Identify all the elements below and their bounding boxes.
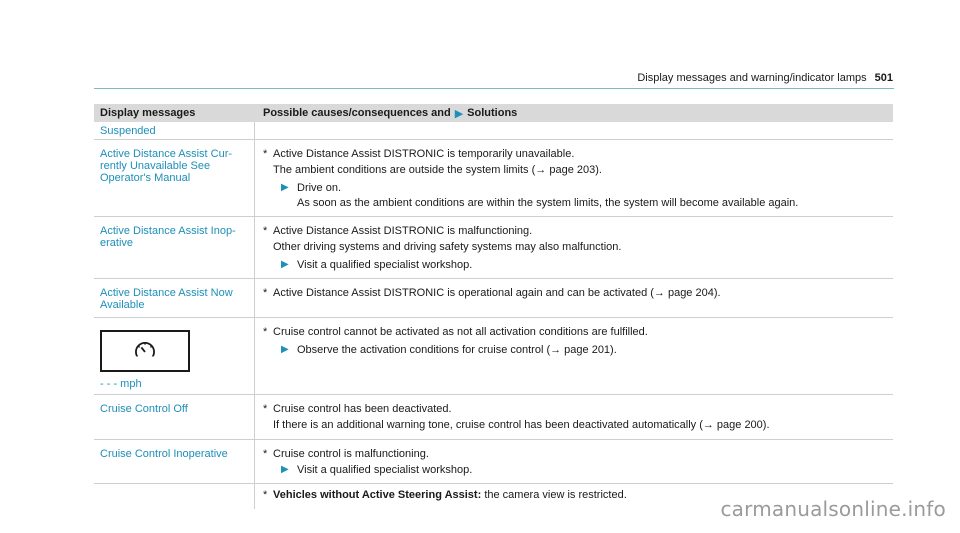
step-text: Drive on. (297, 182, 342, 194)
message-cell: Active Distance Assist Inop- erative (94, 217, 255, 278)
asterisk-icon: * (263, 326, 268, 338)
table-row (94, 122, 893, 140)
bullet-item (263, 287, 885, 299)
bullet-text: Active Distance Assist DISTRONIC is malfunctioning. (273, 225, 533, 237)
message-cell (94, 318, 255, 394)
play-arrow-icon: ▶ (281, 259, 289, 270)
sub-text: The ambient conditions are outside the system limits (→ page 203). (273, 164, 602, 176)
details-cell (255, 318, 893, 394)
message-cell: Cruise Control Inoperative (94, 440, 255, 483)
details-cell (255, 395, 893, 439)
bullet-text: Active Distance Assist DISTRONIC is operational again and can be activated (→ page 204). (273, 287, 721, 299)
table-row (94, 440, 893, 484)
speed-readout: - - - mph (100, 378, 142, 390)
play-arrow-icon: ▶ (281, 182, 289, 193)
col-header-display-messages: Display messages (100, 107, 196, 119)
col-header-solutions-text: Solutions (467, 107, 518, 119)
bullet-bold-text: Vehicles without Active Steering Assist: (273, 489, 482, 501)
message-cell: Active Distance Assist Cur- rently Unavailable See Operator's Manual (94, 140, 255, 216)
col-header-causes (255, 107, 893, 120)
bullet-item (263, 326, 885, 338)
table-header (94, 104, 893, 122)
watermark: carmanualsonline.info (720, 497, 946, 521)
asterisk-icon: * (263, 403, 268, 415)
action-step (263, 344, 885, 356)
page-header (637, 72, 893, 84)
messages-table (94, 104, 893, 509)
step-text: Visit a qualified specialist workshop. (297, 259, 473, 271)
sub-text: Other driving systems and driving safety systems may also malfunction. (273, 241, 622, 253)
message-cell (94, 484, 255, 509)
page-number: 501 (874, 72, 893, 84)
asterisk-icon: * (263, 448, 268, 460)
bullet-item (263, 225, 885, 237)
page-header-title: Display messages and warning/indicator lamps (637, 72, 867, 84)
cruise-control-gauge-icon (100, 330, 190, 372)
details-cell (255, 217, 893, 278)
play-arrow-icon: ▶ (281, 344, 289, 355)
bullet-text: the camera view is restricted. (484, 489, 627, 501)
message-cell: Active Distance Assist Now Available (94, 279, 255, 317)
bullet-text: Cruise control has been deactivated. (273, 403, 452, 415)
header-divider (94, 88, 894, 89)
bullet-item (263, 403, 885, 415)
bullet-text: Cruise control is malfunctioning. (273, 448, 429, 460)
play-arrow-icon: ▶ (281, 464, 289, 475)
asterisk-icon: * (263, 225, 268, 237)
bullet-item (263, 148, 885, 160)
step-continuation: As soon as the ambient conditions are within the system limits, the system will become available again. (297, 197, 799, 209)
bullet-text: Active Distance Assist DISTRONIC is temporarily unavailable. (273, 148, 575, 160)
table-row (94, 318, 893, 395)
details-cell (255, 440, 893, 483)
bullet-text: Cruise control cannot be activated as not all activation conditions are fulfilled. (273, 326, 648, 338)
col-header-causes-text: Possible causes/consequences and (263, 107, 451, 119)
details-cell (255, 279, 893, 317)
asterisk-icon: * (263, 287, 268, 299)
step-text: Visit a qualified specialist workshop. (297, 464, 473, 476)
details-cell (255, 140, 893, 216)
details-cell (255, 122, 893, 139)
step-text: Observe the activation conditions for cruise control (→ page 201). (297, 344, 617, 356)
message-cell: Cruise Control Off (94, 395, 255, 439)
play-arrow-icon: ▶ (454, 107, 464, 120)
message-cell: Suspended (94, 122, 255, 139)
asterisk-icon: * (263, 489, 268, 501)
table-row (94, 140, 893, 217)
sub-text: If there is an additional warning tone, cruise control has been deactivated automatically (→ page 200). (273, 419, 770, 431)
action-step (263, 464, 885, 476)
asterisk-icon: * (263, 148, 268, 160)
table-row (94, 279, 893, 318)
action-step (263, 182, 885, 194)
table-row (94, 395, 893, 440)
action-step (263, 259, 885, 271)
table-row (94, 217, 893, 279)
bullet-item (263, 448, 885, 460)
